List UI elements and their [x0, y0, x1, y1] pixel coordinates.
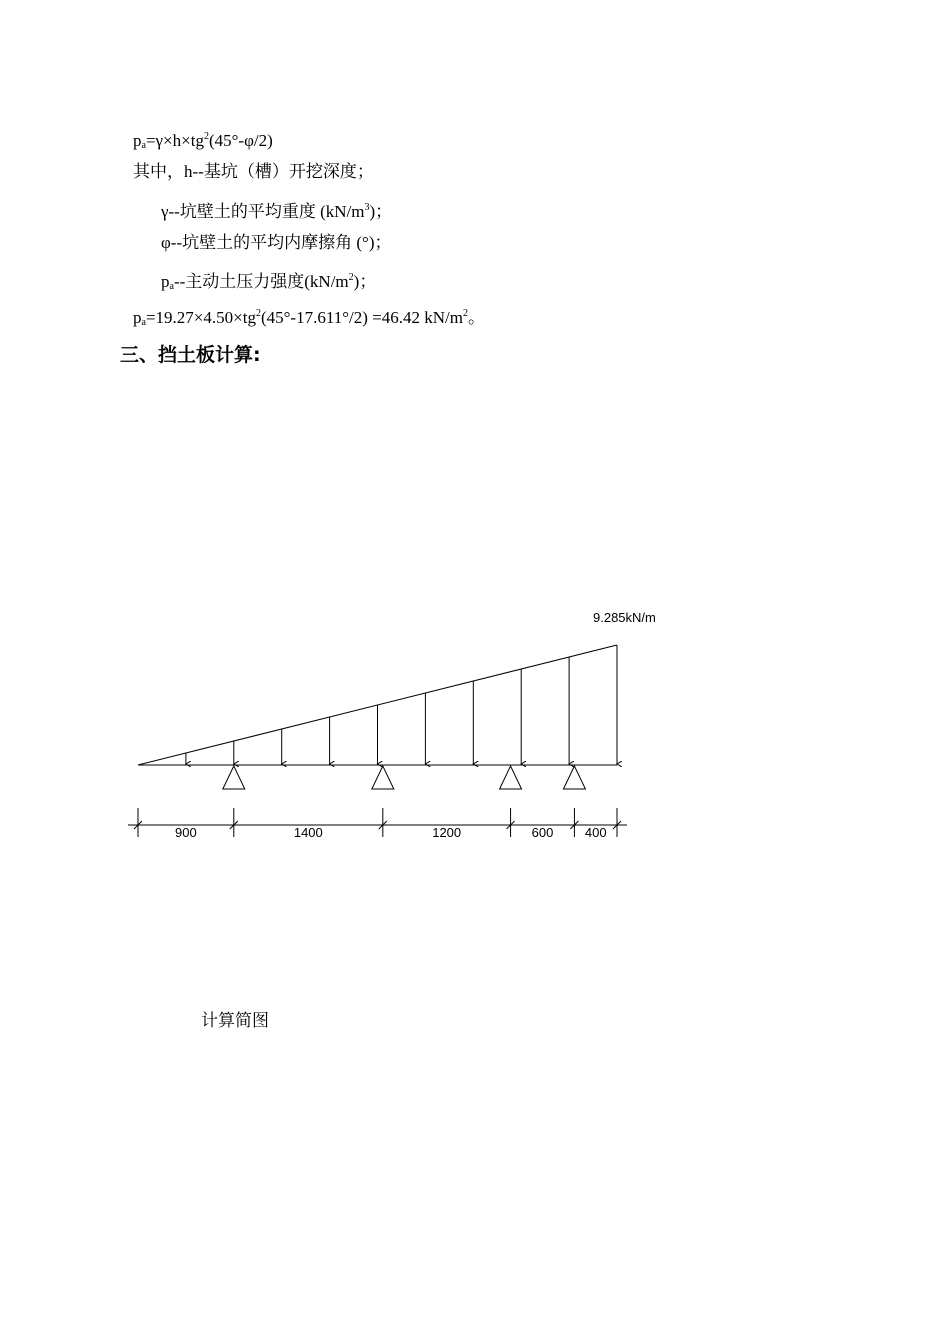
span-label: 600: [531, 825, 554, 840]
pin-support: [223, 766, 245, 789]
span-label: 900: [175, 825, 197, 840]
pin-support: [563, 766, 585, 789]
load-intensity-label: 9.285kN/m: [593, 610, 656, 625]
pin-support: [372, 766, 394, 789]
pa-calculation: $p_a=19.27\times 4.50\times tg^2(45^\circ-17.611^\circ/2) =46.42$ $kN/m^2$。: [133, 308, 485, 328]
phi-definition: φ--坑壁土的平均内摩擦角 (°)；: [161, 233, 392, 252]
pa-definition: $p_a--$主动土压力强度$(kN/m^2)$；: [161, 272, 377, 292]
gamma-definition: γ--坑壁土的平均重度 $(kN/m^3)$；: [161, 202, 393, 221]
pin-support: [500, 766, 522, 789]
where-h-text: 其中，h--基坑（槽）开挖深度；: [133, 162, 374, 181]
formula-pa: $p_a=\gamma\times h\times tg^2(45^\circ-\varphi/2)$: [133, 131, 273, 151]
span-label: 1200: [432, 825, 462, 840]
span-label: 1400: [293, 825, 323, 840]
diagram-caption: 计算简图: [201, 1011, 269, 1030]
span-label: 400: [584, 825, 607, 840]
section-heading: 三、挡土板计算:: [120, 344, 261, 366]
